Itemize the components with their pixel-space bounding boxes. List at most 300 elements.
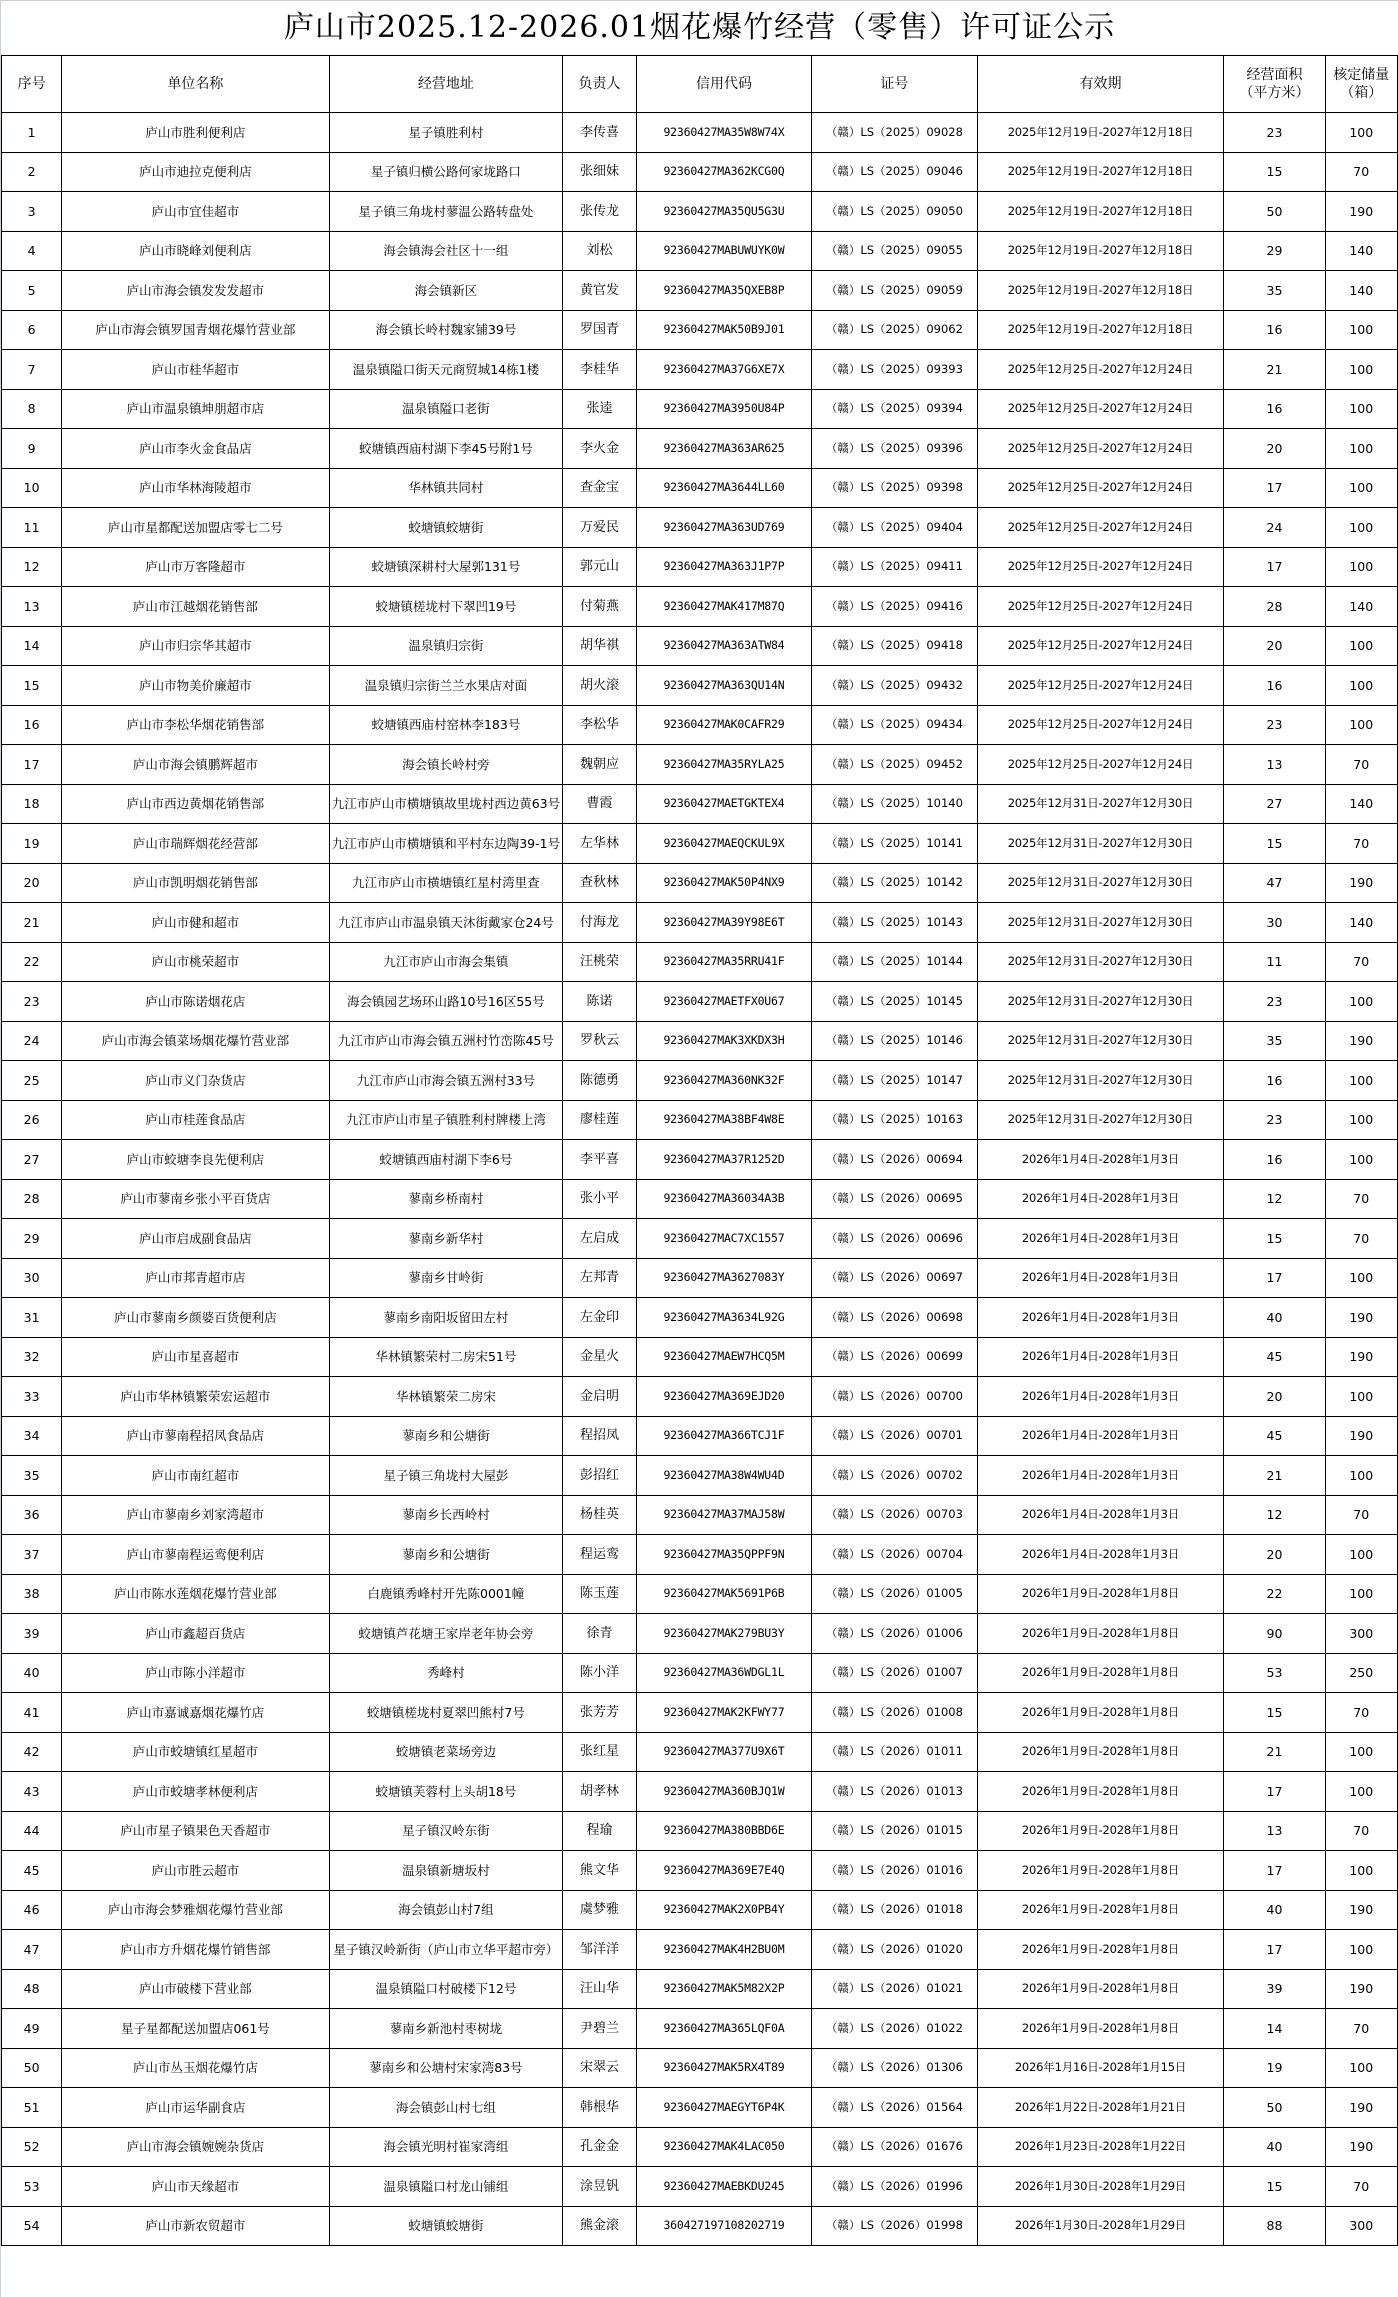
cell-area[interactable]: 20 xyxy=(1224,1535,1325,1575)
cell-person[interactable]: 李松华 xyxy=(563,705,636,745)
cell-name[interactable]: 庐山市蛟塘镇红星超市 xyxy=(62,1732,329,1772)
cell-area[interactable]: 15 xyxy=(1224,1693,1325,1733)
cell-validity[interactable]: 2026年1月9日-2028年1月8日 xyxy=(977,1614,1224,1654)
cell-validity[interactable]: 2025年12月25日-2027年12月24日 xyxy=(977,389,1224,429)
cell-validity[interactable]: 2026年1月30日-2028年1月29日 xyxy=(977,2167,1224,2207)
cell-area[interactable]: 13 xyxy=(1224,1811,1325,1851)
cell-area[interactable]: 88 xyxy=(1224,2206,1325,2246)
cell-address[interactable]: 温泉镇隘口村破楼下12号 xyxy=(329,1969,563,2009)
cell-cert-no[interactable]: （赣）LS（2026）00699 xyxy=(812,1337,977,1377)
cell-no[interactable]: 44 xyxy=(2,1811,62,1851)
cell-cert-no[interactable]: （赣）LS（2026）01020 xyxy=(812,1930,977,1970)
cell-no[interactable]: 27 xyxy=(2,1140,62,1180)
cell-person[interactable]: 涂昱钒 xyxy=(563,2167,636,2207)
cell-area[interactable]: 23 xyxy=(1224,1100,1325,1140)
cell-area[interactable]: 23 xyxy=(1224,982,1325,1022)
cell-address[interactable]: 九江市庐山市星子镇胜利村牌楼上湾 xyxy=(329,1100,563,1140)
cell-name[interactable]: 庐山市义门杂货店 xyxy=(62,1061,329,1101)
cell-capacity[interactable]: 100 xyxy=(1325,1061,1398,1101)
cell-no[interactable]: 11 xyxy=(2,508,62,548)
cell-person[interactable]: 罗秋云 xyxy=(563,1021,636,1061)
cell-validity[interactable]: 2026年1月4日-2028年1月3日 xyxy=(977,1416,1224,1456)
cell-capacity[interactable]: 70 xyxy=(1325,1179,1398,1219)
cell-area[interactable]: 45 xyxy=(1224,1337,1325,1377)
cell-name[interactable]: 庐山市桂华超市 xyxy=(62,350,329,390)
cell-credit-code[interactable]: 92360427MA377U9X6T xyxy=(636,1732,812,1772)
cell-name[interactable]: 庐山市天缘超市 xyxy=(62,2167,329,2207)
cell-no[interactable]: 37 xyxy=(2,1535,62,1575)
cell-person[interactable]: 李传喜 xyxy=(563,113,636,153)
cell-no[interactable]: 26 xyxy=(2,1100,62,1140)
cell-credit-code[interactable]: 92360427MA37G6XE7X xyxy=(636,350,812,390)
cell-name[interactable]: 庐山市宜佳超市 xyxy=(62,192,329,232)
cell-area[interactable]: 21 xyxy=(1224,1732,1325,1772)
cell-person[interactable]: 廖桂莲 xyxy=(563,1100,636,1140)
cell-no[interactable]: 49 xyxy=(2,2009,62,2049)
cell-capacity[interactable]: 250 xyxy=(1325,1653,1398,1693)
cell-area[interactable]: 12 xyxy=(1224,1179,1325,1219)
cell-name[interactable]: 庐山市万客隆超市 xyxy=(62,547,329,587)
cell-person[interactable]: 陈德勇 xyxy=(563,1061,636,1101)
cell-capacity[interactable]: 100 xyxy=(1325,666,1398,706)
cell-validity[interactable]: 2026年1月4日-2028年1月3日 xyxy=(977,1298,1224,1338)
header-validity[interactable]: 有效期 xyxy=(977,56,1224,113)
cell-area[interactable]: 90 xyxy=(1224,1614,1325,1654)
cell-person[interactable]: 查金宝 xyxy=(563,468,636,508)
cell-credit-code[interactable]: 92360427MA363J1P7P xyxy=(636,547,812,587)
cell-address[interactable]: 白鹿镇秀峰村开先陈0001幢 xyxy=(329,1574,563,1614)
cell-area[interactable]: 35 xyxy=(1224,1021,1325,1061)
cell-cert-no[interactable]: （赣）LS（2025）09452 xyxy=(812,745,977,785)
cell-person[interactable]: 李桂华 xyxy=(563,350,636,390)
cell-address[interactable]: 星子镇归横公路何家垅路口 xyxy=(329,152,563,192)
cell-credit-code[interactable]: 92360427MA36WDGL1L xyxy=(636,1653,812,1693)
cell-no[interactable]: 30 xyxy=(2,1258,62,1298)
cell-no[interactable]: 24 xyxy=(2,1021,62,1061)
cell-validity[interactable]: 2025年12月25日-2027年12月24日 xyxy=(977,626,1224,666)
cell-capacity[interactable]: 70 xyxy=(1325,1811,1398,1851)
cell-cert-no[interactable]: （赣）LS（2026）01015 xyxy=(812,1811,977,1851)
cell-person[interactable]: 宋翠云 xyxy=(563,2048,636,2088)
cell-cert-no[interactable]: （赣）LS（2026）00704 xyxy=(812,1535,977,1575)
cell-cert-no[interactable]: （赣）LS（2025）10163 xyxy=(812,1100,977,1140)
cell-person[interactable]: 黄官发 xyxy=(563,271,636,311)
cell-credit-code[interactable]: 92360427MAEBKDU245 xyxy=(636,2167,812,2207)
cell-address[interactable]: 星子镇胜利村 xyxy=(329,113,563,153)
cell-validity[interactable]: 2025年12月25日-2027年12月24日 xyxy=(977,705,1224,745)
cell-capacity[interactable]: 100 xyxy=(1325,389,1398,429)
cell-person[interactable]: 杨桂英 xyxy=(563,1495,636,1535)
header-name[interactable]: 单位名称 xyxy=(62,56,329,113)
cell-validity[interactable]: 2025年12月25日-2027年12月24日 xyxy=(977,745,1224,785)
cell-capacity[interactable]: 190 xyxy=(1325,863,1398,903)
cell-person[interactable]: 虞梦雅 xyxy=(563,1890,636,1930)
cell-credit-code[interactable]: 92360427MA35QXEB8P xyxy=(636,271,812,311)
cell-cert-no[interactable]: （赣）LS（2025）10141 xyxy=(812,824,977,864)
cell-validity[interactable]: 2026年1月9日-2028年1月8日 xyxy=(977,1851,1224,1891)
cell-no[interactable]: 21 xyxy=(2,903,62,943)
header-person[interactable]: 负责人 xyxy=(563,56,636,113)
cell-validity[interactable]: 2026年1月9日-2028年1月8日 xyxy=(977,1574,1224,1614)
cell-address[interactable]: 蛟塘镇槎垅村下翠凹19号 xyxy=(329,587,563,627)
cell-capacity[interactable]: 190 xyxy=(1325,1021,1398,1061)
cell-capacity[interactable]: 140 xyxy=(1325,587,1398,627)
cell-cert-no[interactable]: （赣）LS（2025）09418 xyxy=(812,626,977,666)
header-credit-code[interactable]: 信用代码 xyxy=(636,56,812,113)
cell-address[interactable]: 温泉镇归宗街 xyxy=(329,626,563,666)
cell-area[interactable]: 15 xyxy=(1224,1219,1325,1259)
cell-area[interactable]: 40 xyxy=(1224,2127,1325,2167)
cell-area[interactable]: 15 xyxy=(1224,152,1325,192)
cell-validity[interactable]: 2025年12月25日-2027年12月24日 xyxy=(977,508,1224,548)
cell-area[interactable]: 16 xyxy=(1224,666,1325,706)
cell-area[interactable]: 30 xyxy=(1224,903,1325,943)
cell-person[interactable]: 熊文华 xyxy=(563,1851,636,1891)
cell-credit-code[interactable]: 92360427MA3644LL60 xyxy=(636,468,812,508)
cell-cert-no[interactable]: （赣）LS（2026）01676 xyxy=(812,2127,977,2167)
cell-area[interactable]: 15 xyxy=(1224,824,1325,864)
cell-area[interactable]: 16 xyxy=(1224,1061,1325,1101)
cell-validity[interactable]: 2026年1月9日-2028年1月8日 xyxy=(977,1732,1224,1772)
cell-name[interactable]: 庐山市李松华烟花销售部 xyxy=(62,705,329,745)
cell-cert-no[interactable]: （赣）LS（2025）09393 xyxy=(812,350,977,390)
cell-person[interactable]: 刘松 xyxy=(563,231,636,271)
cell-address[interactable]: 九江市庐山市横塘镇故里垅村西边黄63号 xyxy=(329,784,563,824)
cell-name[interactable]: 庐山市归宗华其超市 xyxy=(62,626,329,666)
cell-person[interactable]: 张小平 xyxy=(563,1179,636,1219)
cell-name[interactable]: 庐山市海会镇婉婉杂货店 xyxy=(62,2127,329,2167)
cell-cert-no[interactable]: （赣）LS（2026）00703 xyxy=(812,1495,977,1535)
cell-name[interactable]: 庐山市启成副食品店 xyxy=(62,1219,329,1259)
cell-name[interactable]: 庐山市胜云超市 xyxy=(62,1851,329,1891)
cell-no[interactable]: 48 xyxy=(2,1969,62,2009)
cell-address[interactable]: 蓼南乡和公塘街 xyxy=(329,1416,563,1456)
cell-address[interactable]: 温泉镇隘口村龙山铺组 xyxy=(329,2167,563,2207)
cell-address[interactable]: 华林镇共同村 xyxy=(329,468,563,508)
cell-credit-code[interactable]: 92360427MAK5691P6B xyxy=(636,1574,812,1614)
cell-no[interactable]: 36 xyxy=(2,1495,62,1535)
cell-address[interactable]: 九江市庐山市海会镇五洲村33号 xyxy=(329,1061,563,1101)
cell-area[interactable]: 17 xyxy=(1224,1772,1325,1812)
cell-credit-code[interactable]: 92360427MA363ATW84 xyxy=(636,626,812,666)
cell-no[interactable]: 19 xyxy=(2,824,62,864)
cell-capacity[interactable]: 100 xyxy=(1325,1732,1398,1772)
cell-no[interactable]: 16 xyxy=(2,705,62,745)
cell-name[interactable]: 庐山市蓼南程运鸾便利店 xyxy=(62,1535,329,1575)
cell-cert-no[interactable]: （赣）LS（2026）00695 xyxy=(812,1179,977,1219)
cell-area[interactable]: 22 xyxy=(1224,1574,1325,1614)
cell-validity[interactable]: 2025年12月19日-2027年12月18日 xyxy=(977,152,1224,192)
cell-cert-no[interactable]: （赣）LS（2025）10142 xyxy=(812,863,977,903)
cell-address[interactable]: 蓼南乡新华村 xyxy=(329,1219,563,1259)
cell-person[interactable]: 胡华祺 xyxy=(563,626,636,666)
cell-name[interactable]: 庐山市蛟塘李良先便利店 xyxy=(62,1140,329,1180)
cell-person[interactable]: 左华林 xyxy=(563,824,636,864)
cell-validity[interactable]: 2026年1月4日-2028年1月3日 xyxy=(977,1456,1224,1496)
cell-capacity[interactable]: 190 xyxy=(1325,192,1398,232)
cell-validity[interactable]: 2025年12月19日-2027年12月18日 xyxy=(977,192,1224,232)
cell-area[interactable]: 29 xyxy=(1224,231,1325,271)
cell-capacity[interactable]: 100 xyxy=(1325,429,1398,469)
cell-no[interactable]: 25 xyxy=(2,1061,62,1101)
cell-address[interactable]: 蛟塘镇西庙村湖下李6号 xyxy=(329,1140,563,1180)
cell-name[interactable]: 庐山市海会镇鹏辉超市 xyxy=(62,745,329,785)
cell-credit-code[interactable]: 92360427MAK2X0PB4Y xyxy=(636,1890,812,1930)
cell-person[interactable]: 魏朝应 xyxy=(563,745,636,785)
cell-credit-code[interactable]: 92360427MA35QPPF9N xyxy=(636,1535,812,1575)
cell-credit-code[interactable]: 92360427MAC7XC1557 xyxy=(636,1219,812,1259)
cell-credit-code[interactable]: 92360427MA37R1252D xyxy=(636,1140,812,1180)
cell-person[interactable]: 付海龙 xyxy=(563,903,636,943)
cell-area[interactable]: 53 xyxy=(1224,1653,1325,1693)
cell-no[interactable]: 54 xyxy=(2,2206,62,2246)
cell-validity[interactable]: 2026年1月9日-2028年1月8日 xyxy=(977,1890,1224,1930)
cell-name[interactable]: 庐山市海会镇罗国青烟花爆竹营业部 xyxy=(62,310,329,350)
header-no[interactable]: 序号 xyxy=(2,56,62,113)
cell-address[interactable]: 九江市庐山市横塘镇和平村东边陶39-1号 xyxy=(329,824,563,864)
cell-no[interactable]: 18 xyxy=(2,784,62,824)
cell-credit-code[interactable]: 360427197108202719 xyxy=(636,2206,812,2246)
cell-cert-no[interactable]: （赣）LS（2025）09416 xyxy=(812,587,977,627)
cell-validity[interactable]: 2026年1月4日-2028年1月3日 xyxy=(977,1219,1224,1259)
cell-validity[interactable]: 2025年12月25日-2027年12月24日 xyxy=(977,666,1224,706)
cell-address[interactable]: 温泉镇归宗街兰兰水果店对面 xyxy=(329,666,563,706)
cell-capacity[interactable]: 100 xyxy=(1325,1100,1398,1140)
cell-cert-no[interactable]: （赣）LS（2025）09062 xyxy=(812,310,977,350)
cell-name[interactable]: 庐山市华林海陵超市 xyxy=(62,468,329,508)
cell-credit-code[interactable]: 92360427MA360BJQ1W xyxy=(636,1772,812,1812)
cell-credit-code[interactable]: 92360427MA35RRU41F xyxy=(636,942,812,982)
cell-capacity[interactable]: 100 xyxy=(1325,1851,1398,1891)
cell-address[interactable]: 蛟塘镇蛟塘街 xyxy=(329,508,563,548)
cell-no[interactable]: 50 xyxy=(2,2048,62,2088)
cell-credit-code[interactable]: 92360427MAK279BU3Y xyxy=(636,1614,812,1654)
cell-capacity[interactable]: 70 xyxy=(1325,745,1398,785)
cell-credit-code[interactable]: 92360427MA369EJD20 xyxy=(636,1377,812,1417)
cell-validity[interactable]: 2025年12月25日-2027年12月24日 xyxy=(977,587,1224,627)
cell-validity[interactable]: 2026年1月4日-2028年1月3日 xyxy=(977,1140,1224,1180)
cell-address[interactable]: 海会镇长岭村旁 xyxy=(329,745,563,785)
cell-validity[interactable]: 2026年1月9日-2028年1月8日 xyxy=(977,1693,1224,1733)
cell-credit-code[interactable]: 92360427MA38BF4W8E xyxy=(636,1100,812,1140)
cell-cert-no[interactable]: （赣）LS（2026）01998 xyxy=(812,2206,977,2246)
cell-no[interactable]: 31 xyxy=(2,1298,62,1338)
cell-validity[interactable]: 2026年1月4日-2028年1月3日 xyxy=(977,1535,1224,1575)
cell-area[interactable]: 28 xyxy=(1224,587,1325,627)
cell-no[interactable]: 23 xyxy=(2,982,62,1022)
cell-capacity[interactable]: 70 xyxy=(1325,2167,1398,2207)
cell-person[interactable]: 左邦青 xyxy=(563,1258,636,1298)
cell-capacity[interactable]: 300 xyxy=(1325,1614,1398,1654)
cell-address[interactable]: 海会镇光明村崔家湾组 xyxy=(329,2127,563,2167)
cell-address[interactable]: 华林镇繁荣二房宋 xyxy=(329,1377,563,1417)
cell-validity[interactable]: 2026年1月23日-2028年1月22日 xyxy=(977,2127,1224,2167)
cell-person[interactable]: 李火金 xyxy=(563,429,636,469)
cell-validity[interactable]: 2025年12月31日-2027年12月30日 xyxy=(977,903,1224,943)
cell-credit-code[interactable]: 92360427MAK5RX4T89 xyxy=(636,2048,812,2088)
cell-name[interactable]: 庐山市迪拉克便利店 xyxy=(62,152,329,192)
cell-person[interactable]: 金星火 xyxy=(563,1337,636,1377)
cell-validity[interactable]: 2025年12月19日-2027年12月18日 xyxy=(977,231,1224,271)
cell-name[interactable]: 庐山市丛玉烟花爆竹店 xyxy=(62,2048,329,2088)
cell-capacity[interactable]: 100 xyxy=(1325,350,1398,390)
cell-capacity[interactable]: 100 xyxy=(1325,1140,1398,1180)
cell-address[interactable]: 海会镇园艺场环山路10号16区55号 xyxy=(329,982,563,1022)
cell-no[interactable]: 33 xyxy=(2,1377,62,1417)
cell-name[interactable]: 庐山市蓼南乡颜婆百货便利店 xyxy=(62,1298,329,1338)
cell-validity[interactable]: 2026年1月9日-2028年1月8日 xyxy=(977,1653,1224,1693)
cell-no[interactable]: 46 xyxy=(2,1890,62,1930)
cell-no[interactable]: 22 xyxy=(2,942,62,982)
cell-name[interactable]: 庐山市桃荣超市 xyxy=(62,942,329,982)
cell-no[interactable]: 35 xyxy=(2,1456,62,1496)
cell-address[interactable]: 星子镇三角垅村蓼温公路转盘处 xyxy=(329,192,563,232)
cell-cert-no[interactable]: （赣）LS（2026）00701 xyxy=(812,1416,977,1456)
cell-address[interactable]: 蓼南乡和公塘街 xyxy=(329,1535,563,1575)
cell-no[interactable]: 14 xyxy=(2,626,62,666)
cell-name[interactable]: 庐山市方升烟花爆竹销售部 xyxy=(62,1930,329,1970)
cell-credit-code[interactable]: 92360427MA35W8W74X xyxy=(636,113,812,153)
cell-person[interactable]: 罗国青 xyxy=(563,310,636,350)
cell-credit-code[interactable]: 92360427MAK0CAFR29 xyxy=(636,705,812,745)
cell-address[interactable]: 蛟塘镇蛟塘街 xyxy=(329,2206,563,2246)
cell-no[interactable]: 38 xyxy=(2,1574,62,1614)
cell-validity[interactable]: 2026年1月4日-2028年1月3日 xyxy=(977,1179,1224,1219)
cell-capacity[interactable]: 190 xyxy=(1325,1298,1398,1338)
cell-validity[interactable]: 2025年12月19日-2027年12月18日 xyxy=(977,271,1224,311)
cell-person[interactable]: 胡火滚 xyxy=(563,666,636,706)
cell-cert-no[interactable]: （赣）LS（2025）09394 xyxy=(812,389,977,429)
cell-capacity[interactable]: 190 xyxy=(1325,1337,1398,1377)
cell-no[interactable]: 4 xyxy=(2,231,62,271)
cell-cert-no[interactable]: （赣）LS（2026）01011 xyxy=(812,1732,977,1772)
cell-address[interactable]: 温泉镇隘口街天元商贸城14栋1楼 xyxy=(329,350,563,390)
cell-area[interactable]: 21 xyxy=(1224,1456,1325,1496)
cell-area[interactable]: 17 xyxy=(1224,547,1325,587)
cell-address[interactable]: 温泉镇新塘坂村 xyxy=(329,1851,563,1891)
cell-person[interactable]: 陈玉莲 xyxy=(563,1574,636,1614)
cell-person[interactable]: 查秋林 xyxy=(563,863,636,903)
cell-capacity[interactable]: 70 xyxy=(1325,824,1398,864)
cell-capacity[interactable]: 100 xyxy=(1325,113,1398,153)
cell-area[interactable]: 14 xyxy=(1224,2009,1325,2049)
cell-credit-code[interactable]: 92360427MAETFX0U67 xyxy=(636,982,812,1022)
cell-area[interactable]: 47 xyxy=(1224,863,1325,903)
cell-credit-code[interactable]: 92360427MAK50P4NX9 xyxy=(636,863,812,903)
cell-credit-code[interactable]: 92360427MAEW7HCQ5M xyxy=(636,1337,812,1377)
cell-address[interactable]: 海会镇海会社区十一组 xyxy=(329,231,563,271)
cell-credit-code[interactable]: 92360427MABUWUYK0W xyxy=(636,231,812,271)
cell-name[interactable]: 庐山市陈诺烟花店 xyxy=(62,982,329,1022)
cell-area[interactable]: 13 xyxy=(1224,745,1325,785)
cell-credit-code[interactable]: 92360427MA380BBD6E xyxy=(636,1811,812,1851)
cell-area[interactable]: 23 xyxy=(1224,705,1325,745)
cell-person[interactable]: 胡孝林 xyxy=(563,1772,636,1812)
cell-name[interactable]: 庐山市江越烟花销售部 xyxy=(62,587,329,627)
cell-credit-code[interactable]: 92360427MAETGKTEX4 xyxy=(636,784,812,824)
cell-cert-no[interactable]: （赣）LS（2025）09059 xyxy=(812,271,977,311)
cell-validity[interactable]: 2026年1月4日-2028年1月3日 xyxy=(977,1495,1224,1535)
cell-area[interactable]: 17 xyxy=(1224,1930,1325,1970)
cell-cert-no[interactable]: （赣）LS（2026）01013 xyxy=(812,1772,977,1812)
cell-person[interactable]: 张芳芳 xyxy=(563,1693,636,1733)
cell-no[interactable]: 7 xyxy=(2,350,62,390)
cell-credit-code[interactable]: 92360427MA366TCJ1F xyxy=(636,1416,812,1456)
cell-capacity[interactable]: 140 xyxy=(1325,231,1398,271)
cell-cert-no[interactable]: （赣）LS（2026）00702 xyxy=(812,1456,977,1496)
cell-name[interactable]: 庐山市瑞辉烟花经营部 xyxy=(62,824,329,864)
cell-validity[interactable]: 2025年12月31日-2027年12月30日 xyxy=(977,1021,1224,1061)
cell-name[interactable]: 庐山市海会镇菜场烟花爆竹营业部 xyxy=(62,1021,329,1061)
cell-validity[interactable]: 2026年1月9日-2028年1月8日 xyxy=(977,1930,1224,1970)
cell-address[interactable]: 九江市庐山市温泉镇天沐街戴家仓24号 xyxy=(329,903,563,943)
cell-area[interactable]: 16 xyxy=(1224,389,1325,429)
cell-person[interactable]: 程瑜 xyxy=(563,1811,636,1851)
cell-person[interactable]: 付菊燕 xyxy=(563,587,636,627)
cell-person[interactable]: 张传龙 xyxy=(563,192,636,232)
cell-credit-code[interactable]: 92360427MAK3XKDX3H xyxy=(636,1021,812,1061)
cell-address[interactable]: 蛟塘镇芙蓉村上头胡18号 xyxy=(329,1772,563,1812)
cell-no[interactable]: 42 xyxy=(2,1732,62,1772)
cell-no[interactable]: 41 xyxy=(2,1693,62,1733)
cell-person[interactable]: 张红星 xyxy=(563,1732,636,1772)
cell-no[interactable]: 17 xyxy=(2,745,62,785)
cell-address[interactable]: 海会镇彭山村7组 xyxy=(329,1890,563,1930)
cell-capacity[interactable]: 100 xyxy=(1325,705,1398,745)
cell-credit-code[interactable]: 92360427MA36034A3B xyxy=(636,1179,812,1219)
cell-cert-no[interactable]: （赣）LS（2026）01021 xyxy=(812,1969,977,2009)
cell-name[interactable]: 庐山市邦青超市店 xyxy=(62,1258,329,1298)
cell-address[interactable]: 秀峰村 xyxy=(329,1653,563,1693)
cell-credit-code[interactable]: 92360427MA38W4WU4D xyxy=(636,1456,812,1496)
cell-capacity[interactable]: 100 xyxy=(1325,2048,1398,2088)
cell-name[interactable]: 庐山市陈小洋超市 xyxy=(62,1653,329,1693)
cell-validity[interactable]: 2026年1月16日-2028年1月15日 xyxy=(977,2048,1224,2088)
cell-capacity[interactable]: 70 xyxy=(1325,152,1398,192)
header-capacity[interactable]: 核定储量（箱） xyxy=(1325,56,1398,113)
cell-name[interactable]: 庐山市破楼下营业部 xyxy=(62,1969,329,2009)
cell-cert-no[interactable]: （赣）LS（2026）00694 xyxy=(812,1140,977,1180)
cell-cert-no[interactable]: （赣）LS（2026）01005 xyxy=(812,1574,977,1614)
cell-cert-no[interactable]: （赣）LS（2026）01016 xyxy=(812,1851,977,1891)
cell-capacity[interactable]: 190 xyxy=(1325,2127,1398,2167)
cell-capacity[interactable]: 100 xyxy=(1325,468,1398,508)
cell-credit-code[interactable]: 92360427MA365LQF0A xyxy=(636,2009,812,2049)
cell-name[interactable]: 庐山市星子镇果色天香超市 xyxy=(62,1811,329,1851)
cell-name[interactable]: 庐山市蛟塘孝林便利店 xyxy=(62,1772,329,1812)
cell-cert-no[interactable]: （赣）LS（2025）10143 xyxy=(812,903,977,943)
cell-person[interactable]: 汪桃荣 xyxy=(563,942,636,982)
cell-person[interactable]: 左金印 xyxy=(563,1298,636,1338)
cell-cert-no[interactable]: （赣）LS（2025）10140 xyxy=(812,784,977,824)
cell-credit-code[interactable]: 92360427MAK417M87Q xyxy=(636,587,812,627)
cell-capacity[interactable]: 100 xyxy=(1325,1377,1398,1417)
cell-capacity[interactable]: 70 xyxy=(1325,1495,1398,1535)
cell-validity[interactable]: 2025年12月31日-2027年12月30日 xyxy=(977,784,1224,824)
cell-no[interactable]: 32 xyxy=(2,1337,62,1377)
cell-credit-code[interactable]: 92360427MAEGYT6P4K xyxy=(636,2088,812,2128)
cell-validity[interactable]: 2026年1月4日-2028年1月3日 xyxy=(977,1377,1224,1417)
cell-area[interactable]: 21 xyxy=(1224,350,1325,390)
cell-validity[interactable]: 2026年1月9日-2028年1月8日 xyxy=(977,1969,1224,2009)
cell-address[interactable]: 九江市庐山市横塘镇红星村湾里查 xyxy=(329,863,563,903)
cell-credit-code[interactable]: 92360427MA360NK32F xyxy=(636,1061,812,1101)
cell-area[interactable]: 15 xyxy=(1224,2167,1325,2207)
cell-validity[interactable]: 2026年1月4日-2028年1月3日 xyxy=(977,1258,1224,1298)
cell-area[interactable]: 20 xyxy=(1224,1377,1325,1417)
cell-address[interactable]: 星子镇汉岭新街（庐山市立华平超市旁） xyxy=(329,1930,563,1970)
cell-validity[interactable]: 2025年12月31日-2027年12月30日 xyxy=(977,1100,1224,1140)
